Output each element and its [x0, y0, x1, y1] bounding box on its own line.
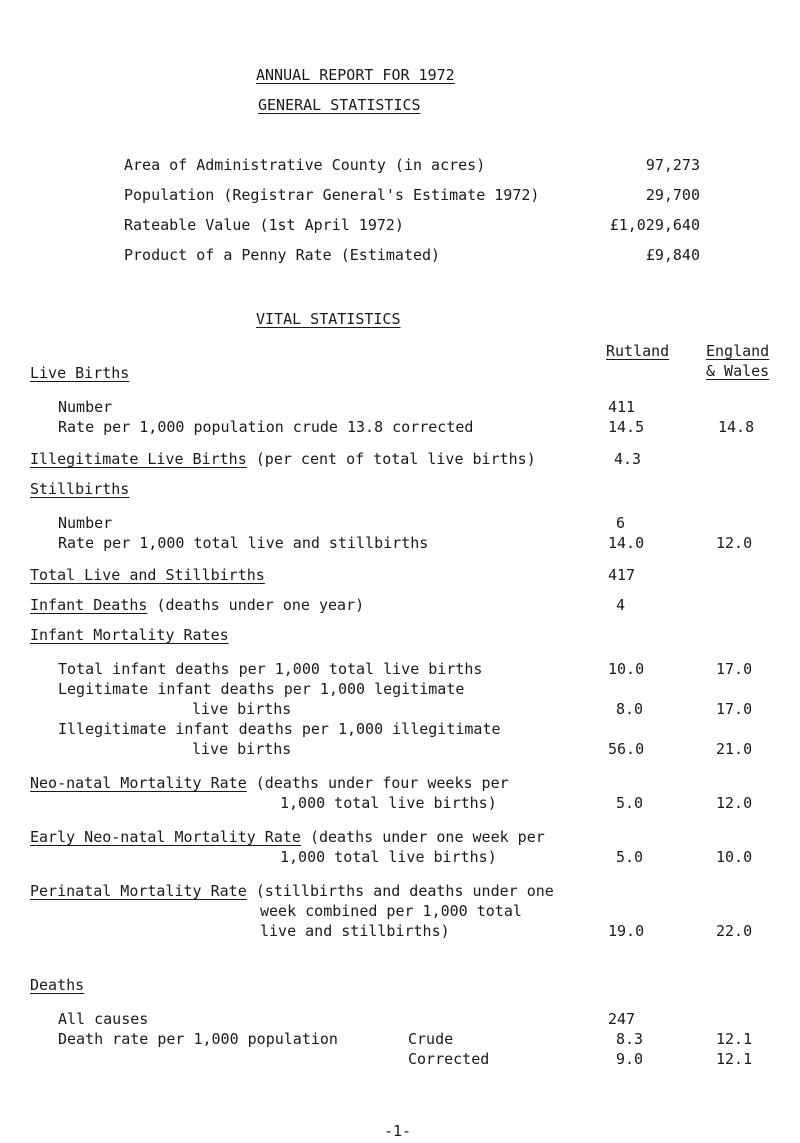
illegitimate-rutland: 4.3 [614, 450, 642, 468]
report-title: ANNUAL REPORT FOR 1972 [256, 66, 455, 84]
general-value-population: 29,700 [645, 186, 700, 204]
early-neonatal-england: 10.0 [716, 848, 753, 866]
column-header-rutland: Rutland [606, 342, 670, 360]
neonatal-rutland: 5.0 [616, 794, 644, 812]
infant-mortality-total-england: 17.0 [716, 660, 753, 678]
illegitimate-note: (per cent of total live births) [255, 450, 536, 468]
perinatal-note-3: live and stillbirths) [260, 922, 450, 940]
neonatal-row [30, 774, 509, 792]
live-births-rate-label: Rate per 1,000 population crude 13.8 corrected [58, 418, 474, 436]
deaths-rate-label: Death rate per 1,000 population [58, 1030, 338, 1048]
live-births-number-rutland: 411 [608, 398, 636, 416]
early-neonatal-note-1: (deaths under one week per [309, 828, 545, 846]
report-subtitle: GENERAL STATISTICS [258, 96, 421, 114]
general-label-rateable: Rateable Value (1st April 1972) [124, 216, 404, 234]
general-value-rateable: £1,029,640 [609, 216, 700, 234]
infant-mortality-total-label: Total infant deaths per 1,000 total live births [58, 660, 483, 678]
neonatal-note-2: 1,000 total live births) [280, 794, 497, 812]
deaths-heading: Deaths [30, 976, 85, 994]
page-number: -1- [384, 1122, 412, 1140]
stillbirths-number-rutland: 6 [616, 514, 626, 532]
infant-mortality-total-rutland: 10.0 [608, 660, 645, 678]
live-births-rate-england: 14.8 [718, 418, 755, 436]
neonatal-heading: Neo-natal Mortality Rate [30, 774, 247, 792]
deaths-crude-rutland: 8.3 [616, 1030, 644, 1048]
perinatal-rutland: 19.0 [608, 922, 645, 940]
early-neonatal-heading: Early Neo-natal Mortality Rate [30, 828, 301, 846]
live-births-number-label: Number [58, 398, 113, 416]
illegitimate-heading: Illegitimate Live Births [30, 450, 247, 468]
vital-statistics-heading: VITAL STATISTICS [256, 310, 401, 328]
illegitimate-row [30, 450, 536, 468]
general-label-penny-rate: Product of a Penny Rate (Estimated) [124, 246, 441, 264]
general-value-area: 97,273 [645, 156, 700, 174]
infant-mortality-heading: Infant Mortality Rates [30, 626, 229, 644]
infant-deaths-row [30, 596, 364, 614]
stillbirths-number-label: Number [58, 514, 113, 532]
early-neonatal-note-2: 1,000 total live births) [280, 848, 497, 866]
infant-mortality-illegit-label-2: live births [192, 740, 292, 758]
column-header-england: England [706, 342, 770, 360]
total-live-stillbirths-rutland: 417 [608, 566, 636, 584]
infant-mortality-legit-label-2: live births [192, 700, 292, 718]
infant-mortality-illegit-rutland: 56.0 [608, 740, 645, 758]
infant-mortality-legit-rutland: 8.0 [616, 700, 644, 718]
early-neonatal-rutland: 5.0 [616, 848, 644, 866]
deaths-all-label: All causes [58, 1010, 149, 1028]
infant-mortality-legit-england: 17.0 [716, 700, 753, 718]
infant-mortality-illegit-label-1: Illegitimate infant deaths per 1,000 illegitimate [58, 720, 501, 738]
stillbirths-heading: Stillbirths [30, 480, 130, 498]
total-live-stillbirths-heading: Total Live and Stillbirths [30, 566, 265, 584]
perinatal-note-2: week combined per 1,000 total [260, 902, 522, 920]
general-label-population: Population (Registrar General's Estimate 1972) [124, 186, 540, 204]
perinatal-note-1: (stillbirths and deaths under one [255, 882, 554, 900]
deaths-corrected-label: Corrected [408, 1050, 490, 1068]
early-neonatal-row [30, 828, 545, 846]
neonatal-england: 12.0 [716, 794, 753, 812]
deaths-crude-label: Crude [408, 1030, 454, 1048]
deaths-corrected-england: 12.1 [716, 1050, 753, 1068]
infant-mortality-illegit-england: 21.0 [716, 740, 753, 758]
perinatal-england: 22.0 [716, 922, 753, 940]
live-births-rate-rutland: 14.5 [608, 418, 645, 436]
live-births-heading: Live Births [30, 364, 130, 382]
stillbirths-rate-label: Rate per 1,000 total live and stillbirths [58, 534, 429, 552]
stillbirths-rate-rutland: 14.0 [608, 534, 645, 552]
infant-mortality-legit-label-1: Legitimate infant deaths per 1,000 legitimate [58, 680, 465, 698]
stillbirths-rate-england: 12.0 [716, 534, 753, 552]
infant-deaths-heading: Infant Deaths [30, 596, 148, 614]
infant-deaths-rutland: 4 [616, 596, 626, 614]
perinatal-row [30, 882, 554, 900]
neonatal-note-1: (deaths under four weeks per [255, 774, 509, 792]
column-header-wales: & Wales [706, 362, 770, 380]
general-label-area: Area of Administrative County (in acres) [124, 156, 486, 174]
deaths-corrected-rutland: 9.0 [616, 1050, 644, 1068]
deaths-crude-england: 12.1 [716, 1030, 753, 1048]
infant-deaths-note: (deaths under one year) [156, 596, 365, 614]
deaths-all-rutland: 247 [608, 1010, 636, 1028]
general-value-penny-rate: £9,840 [645, 246, 700, 264]
perinatal-heading: Perinatal Mortality Rate [30, 882, 247, 900]
